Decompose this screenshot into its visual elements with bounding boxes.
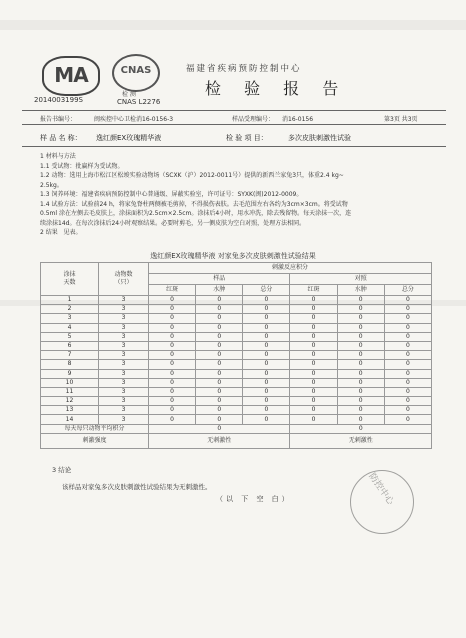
table-cell: 0 — [290, 406, 337, 415]
table-cell: 0 — [384, 351, 431, 360]
col-control: 对照 — [290, 274, 432, 285]
cnas-sub: 检 测 — [122, 91, 136, 98]
table-body — [41, 296, 432, 425]
col-score-group: 刺激反应积分 — [149, 263, 432, 274]
paragraph: 1.2 动物：选用上海市松江区松竣实验动物场（SCXK（沪）2012-0011号）提供的新西兰家兔3只，体重2.4 kg~ — [40, 172, 344, 179]
table-cell: 0 — [337, 387, 384, 396]
table-cell: 0 — [149, 415, 196, 424]
table-cell: 3 — [99, 369, 149, 378]
table-cell: 3 — [99, 397, 149, 406]
table-row — [41, 314, 432, 323]
table-row — [41, 323, 432, 332]
sample-name-label: 样 品 名 称： — [40, 134, 82, 142]
organization-name: 福建省疾病预防控制中心 — [186, 64, 302, 74]
table-cell: 0 — [149, 341, 196, 350]
cnas-code: CNAS L2276 — [117, 98, 161, 106]
table-row — [41, 296, 432, 305]
table-cell: 0 — [196, 369, 243, 378]
table-cell: 0 — [290, 323, 337, 332]
ma-code: 2014003199S — [34, 96, 83, 104]
table-cell: 2 — [41, 305, 99, 314]
paragraph: 2.5kg。 — [40, 181, 63, 189]
table-cell: 0 — [149, 332, 196, 341]
paragraph: 0.5ml 涂在左侧去毛皮肤上，涂抹面积为2.5cm×2.5cm。涂抹后4小时，用水冲洗，除去残留物。每天涂抹一次，连 — [40, 210, 352, 217]
table-cell: 14 — [41, 415, 99, 424]
table-cell: 0 — [290, 305, 337, 314]
report-no: 闽疾控中心卫检消16-0156-3 — [94, 116, 174, 123]
table-cell: 0 — [196, 341, 243, 350]
col-edema: 水肿 — [196, 285, 243, 296]
grade-label: 刺激强度 — [41, 433, 149, 448]
table-cell: 0 — [149, 406, 196, 415]
table-cell: 0 — [337, 314, 384, 323]
table-cell: 0 — [196, 387, 243, 396]
table-cell: 0 — [384, 387, 431, 396]
table-cell: 3 — [99, 305, 149, 314]
ma-logo: MA — [42, 56, 100, 96]
table-cell: 0 — [243, 387, 290, 396]
table-cell: 0 — [384, 314, 431, 323]
table-cell: 0 — [337, 415, 384, 424]
section-heading: 1 材料与方法 — [40, 153, 76, 160]
table-cell: 0 — [149, 369, 196, 378]
average-label: 每天每只动物平均积分 — [41, 424, 149, 433]
sample-name: 逸红颜EX玫瑰精华液 — [96, 134, 162, 142]
table-cell: 3 — [99, 341, 149, 350]
table-row — [41, 351, 432, 360]
table-cell: 0 — [290, 314, 337, 323]
table-cell: 0 — [149, 296, 196, 305]
average-control: 0 — [290, 424, 432, 433]
table-cell: 11 — [41, 387, 99, 396]
cnas-logo: CNAS — [112, 54, 160, 92]
table-cell: 0 — [290, 378, 337, 387]
table-cell: 0 — [196, 406, 243, 415]
table-row — [41, 341, 432, 350]
grade-control: 无刺激性 — [290, 433, 432, 448]
table-cell: 0 — [149, 305, 196, 314]
table-cell: 0 — [196, 378, 243, 387]
col-total: 总分 — [243, 285, 290, 296]
table-cell: 0 — [243, 341, 290, 350]
paragraph: 1.1 受试物：批赢样为受试物。 — [40, 162, 124, 170]
conclusion-text: 该样品对家兔多次皮肤刺激性试验结果为无刺激性。 — [62, 483, 212, 491]
table-cell: 0 — [290, 360, 337, 369]
table-cell: 3 — [99, 378, 149, 387]
average-row — [41, 424, 432, 433]
table-cell: 4 — [41, 323, 99, 332]
table-cell: 0 — [196, 351, 243, 360]
col-count: 动物数 （只） — [99, 263, 149, 296]
info-rule — [22, 146, 446, 147]
table-cell: 0 — [243, 296, 290, 305]
report-no-label: 报告书编号： — [40, 116, 77, 123]
table-cell: 0 — [243, 415, 290, 424]
average-sample: 0 — [149, 424, 290, 433]
table-cell: 0 — [290, 351, 337, 360]
table-cell: 0 — [384, 397, 431, 406]
table-row — [41, 397, 432, 406]
col-sample: 样品 — [149, 274, 290, 285]
table-cell: 0 — [290, 296, 337, 305]
table-cell: 0 — [337, 406, 384, 415]
sample-no-label: 样品受理编号： — [232, 116, 275, 123]
blank-marker: （以 下 空 白） — [216, 495, 292, 503]
table-header-row — [41, 263, 432, 274]
table-cell: 0 — [196, 360, 243, 369]
table-cell: 0 — [384, 341, 431, 350]
table-cell: 9 — [41, 369, 99, 378]
table-cell: 0 — [243, 397, 290, 406]
table-cell: 0 — [384, 360, 431, 369]
table-cell: 0 — [149, 323, 196, 332]
table-cell: 0 — [337, 296, 384, 305]
table-cell: 0 — [149, 387, 196, 396]
header-rule — [22, 110, 446, 111]
table-cell: 13 — [41, 406, 99, 415]
table-cell: 0 — [384, 332, 431, 341]
table-row — [41, 387, 432, 396]
table-cell: 0 — [384, 296, 431, 305]
table-cell: 0 — [290, 415, 337, 424]
table-cell: 10 — [41, 378, 99, 387]
table-cell: 3 — [99, 387, 149, 396]
col-erythema: 红斑 — [290, 285, 337, 296]
table-row — [41, 332, 432, 341]
table-cell: 0 — [196, 314, 243, 323]
table-cell: 7 — [41, 351, 99, 360]
col-erythema: 红斑 — [149, 285, 196, 296]
table-cell: 12 — [41, 397, 99, 406]
table-cell: 3 — [41, 314, 99, 323]
table-cell: 3 — [99, 332, 149, 341]
table-cell: 3 — [99, 415, 149, 424]
table-cell: 0 — [196, 323, 243, 332]
table-cell: 0 — [196, 397, 243, 406]
table-cell: 3 — [99, 351, 149, 360]
page-number: 第3页 共3页 — [384, 116, 418, 123]
grade-sample: 无刺激性 — [149, 433, 290, 448]
table-cell: 6 — [41, 341, 99, 350]
meta-rule — [22, 124, 446, 125]
table-cell: 0 — [243, 369, 290, 378]
table-cell: 0 — [243, 314, 290, 323]
table-cell: 0 — [149, 314, 196, 323]
conclusion-heading: 3 结论 — [52, 466, 72, 474]
table-cell: 0 — [243, 332, 290, 341]
table-cell: 0 — [384, 378, 431, 387]
table-cell: 0 — [290, 397, 337, 406]
table-cell: 0 — [243, 323, 290, 332]
table-cell: 0 — [337, 305, 384, 314]
table-cell: 0 — [243, 305, 290, 314]
table-cell: 0 — [337, 351, 384, 360]
table-cell: 0 — [196, 296, 243, 305]
col-edema: 水肿 — [337, 285, 384, 296]
col-day: 涂抹 天数 — [41, 263, 99, 296]
seal-text: 防控中心 — [366, 471, 396, 507]
table-cell: 0 — [384, 406, 431, 415]
table-cell: 0 — [290, 369, 337, 378]
table-cell: 0 — [243, 378, 290, 387]
table-cell: 0 — [196, 305, 243, 314]
sample-no: 消16-0156 — [282, 116, 314, 123]
table-cell: 0 — [196, 415, 243, 424]
table-cell: 3 — [99, 296, 149, 305]
table-cell: 8 — [41, 360, 99, 369]
table-cell: 0 — [149, 397, 196, 406]
paragraph: 1.4 试验方法：试验前24 h，将家兔脊柱两侧被毛剪掉，不得损伤表肤。去毛范围左右各约为3cm×3cm。将受试物 — [40, 200, 348, 208]
test-item-label: 检 验 项 目： — [226, 134, 268, 142]
table-cell: 0 — [337, 378, 384, 387]
table-cell: 0 — [384, 305, 431, 314]
report-title: 检 验 报 告 — [205, 79, 348, 98]
table-cell: 0 — [337, 360, 384, 369]
table-cell: 3 — [99, 314, 149, 323]
table-cell: 0 — [384, 415, 431, 424]
table-cell: 0 — [337, 369, 384, 378]
table-row — [41, 360, 432, 369]
table-cell: 0 — [337, 397, 384, 406]
test-item: 多次皮肤刺激性试验 — [288, 134, 351, 142]
table-row — [41, 378, 432, 387]
table-cell: 0 — [149, 351, 196, 360]
table-cell: 0 — [196, 332, 243, 341]
table-cell: 1 — [41, 296, 99, 305]
table-row — [41, 369, 432, 378]
paragraph: 续涂抹14d。在每次涂抹后24小时观察结果。必要时剪毛，另一侧皮肤为空白对照，处理方法相同。 — [40, 219, 306, 227]
table-cell: 0 — [243, 360, 290, 369]
col-total: 总分 — [384, 285, 431, 296]
scan-smudge — [0, 20, 466, 30]
table-cell: 0 — [290, 332, 337, 341]
table-cell: 0 — [337, 323, 384, 332]
table-title: 逸红颜EX玫瑰精华液 对家兔多次皮肤刺激性试验结果 — [150, 252, 316, 260]
table-cell: 3 — [99, 323, 149, 332]
table-row — [41, 415, 432, 424]
table-cell: 0 — [149, 378, 196, 387]
table-cell: 0 — [337, 341, 384, 350]
table-row — [41, 406, 432, 415]
table-cell: 0 — [149, 360, 196, 369]
table-cell: 0 — [243, 351, 290, 360]
table-cell: 0 — [290, 387, 337, 396]
table-cell: 3 — [99, 406, 149, 415]
table-cell: 0 — [384, 323, 431, 332]
grade-row — [41, 433, 432, 448]
table-row — [41, 305, 432, 314]
table-cell: 3 — [99, 360, 149, 369]
table-cell: 5 — [41, 332, 99, 341]
table-cell: 0 — [384, 369, 431, 378]
results-table — [40, 262, 432, 449]
methods-section — [40, 152, 432, 238]
table-cell: 0 — [290, 341, 337, 350]
section-heading: 2 结果 见表。 — [40, 229, 82, 236]
paragraph: 1.3 饲养环境：福建省疾病预防控制中心普通级、屏蔽实验室，许可证号：SYXK(闽)2012-0009。 — [40, 191, 303, 198]
table-cell: 0 — [337, 332, 384, 341]
table-cell: 0 — [243, 406, 290, 415]
